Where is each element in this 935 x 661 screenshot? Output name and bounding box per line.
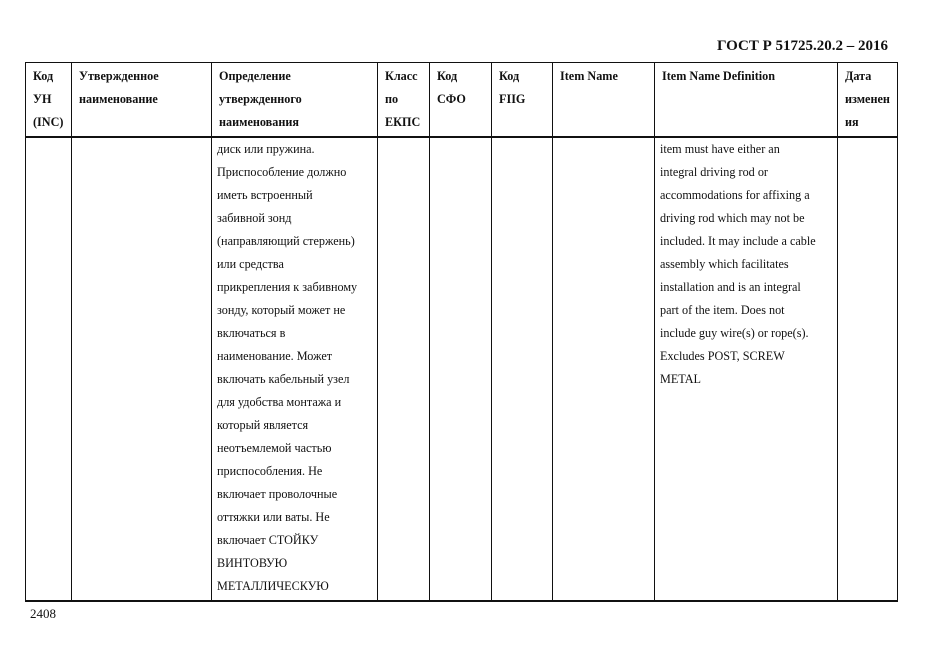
cell-definition-ru <box>212 137 378 601</box>
table-row <box>26 137 898 601</box>
header-line: Класс <box>385 69 418 83</box>
cell-approved-name <box>72 137 212 601</box>
header-item-name-definition <box>655 63 838 138</box>
definition-line: прикрепления к забивному <box>217 280 358 294</box>
cell-definition-en <box>655 137 838 601</box>
definition-line: для удобства монтажа и <box>217 395 342 409</box>
header-line: ЕКПС <box>385 115 421 129</box>
header-line: Дата <box>845 69 872 83</box>
header-line: Код <box>33 69 54 83</box>
header-line: СФО <box>437 92 466 106</box>
definition-line: Приспособление должно <box>217 165 347 179</box>
definition-line: который является <box>217 418 309 432</box>
definition-line: include guy wire(s) or rope(s). <box>660 326 809 340</box>
cell-fiig-code <box>492 137 553 601</box>
table-header-row <box>26 63 898 138</box>
definition-line: МЕТАЛЛИЧЕСКУЮ <box>217 579 329 593</box>
definition-line: METAL <box>660 372 701 386</box>
definition-line: оттяжки или ваты. Не <box>217 510 330 524</box>
definition-line: включает СТОЙКУ <box>217 533 319 547</box>
header-line: Код <box>437 69 458 83</box>
cell-item-name <box>553 137 655 601</box>
definition-line: забивной зонд <box>217 211 292 225</box>
header-fiig-code <box>492 63 553 138</box>
header-line: по <box>385 92 399 106</box>
cell-ekps-class <box>378 137 430 601</box>
definition-line: приспособления. Не <box>217 464 323 478</box>
definition-line: driving rod which may not be <box>660 211 805 225</box>
definition-line: включать кабельный узел <box>217 372 350 386</box>
header-sfo-code <box>430 63 492 138</box>
definition-line: или средства <box>217 257 284 271</box>
cell-sfo-code <box>430 137 492 601</box>
header-line: Item Name <box>560 69 618 83</box>
definition-line: диск или пружина. <box>217 142 315 156</box>
definition-line: включаться в <box>217 326 286 340</box>
header-line: Item Name Definition <box>662 69 776 83</box>
definition-line: assembly which facilitates <box>660 257 789 271</box>
cell-inc-code <box>26 137 72 601</box>
header-line: Утвержденное <box>79 69 159 83</box>
definition-line: Excludes POST, SCREW <box>660 349 785 363</box>
header-line: утвержденного <box>219 92 302 106</box>
definition-line: иметь встроенный <box>217 188 313 202</box>
header-line: Код <box>499 69 520 83</box>
definition-line: включает проволочные <box>217 487 338 501</box>
header-line: наименование <box>79 92 158 106</box>
item-names-table <box>25 62 898 602</box>
page-number: 2408 <box>30 606 56 621</box>
definition-line: part of the item. Does not <box>660 303 785 317</box>
header-line: наименования <box>219 115 299 129</box>
document-title: ГОСТ Р 51725.20.2 – 2016 <box>716 38 888 54</box>
definition-line: integral driving rod or <box>660 165 768 179</box>
definition-line: зонду, который может не <box>217 303 346 317</box>
header-approved-name <box>72 63 212 138</box>
header-item-name <box>553 63 655 138</box>
header-name-definition-ru <box>212 63 378 138</box>
header-line: FIIG <box>499 92 526 106</box>
definition-line: accommodations for affixing a <box>660 188 810 202</box>
header-inc-code <box>26 63 72 138</box>
header-line: изменен <box>845 92 890 106</box>
header-change-date <box>838 63 898 138</box>
cell-change-date <box>838 137 898 601</box>
header-line: УН <box>33 92 52 106</box>
definition-line: included. It may include a cable <box>660 234 816 248</box>
definition-line: наименование. Может <box>217 349 333 363</box>
definition-line: (направляющий стержень) <box>217 234 355 248</box>
header-line: (INC) <box>33 115 64 129</box>
definition-line: installation and is an integral <box>660 280 801 294</box>
header-line: ия <box>845 115 859 129</box>
definition-line: item must have either an <box>660 142 780 156</box>
definition-line: неотъемлемой частью <box>217 441 332 455</box>
definition-line: ВИНТОВУЮ <box>217 556 288 570</box>
header-line: Определение <box>219 69 291 83</box>
header-ekps-class <box>378 63 430 138</box>
